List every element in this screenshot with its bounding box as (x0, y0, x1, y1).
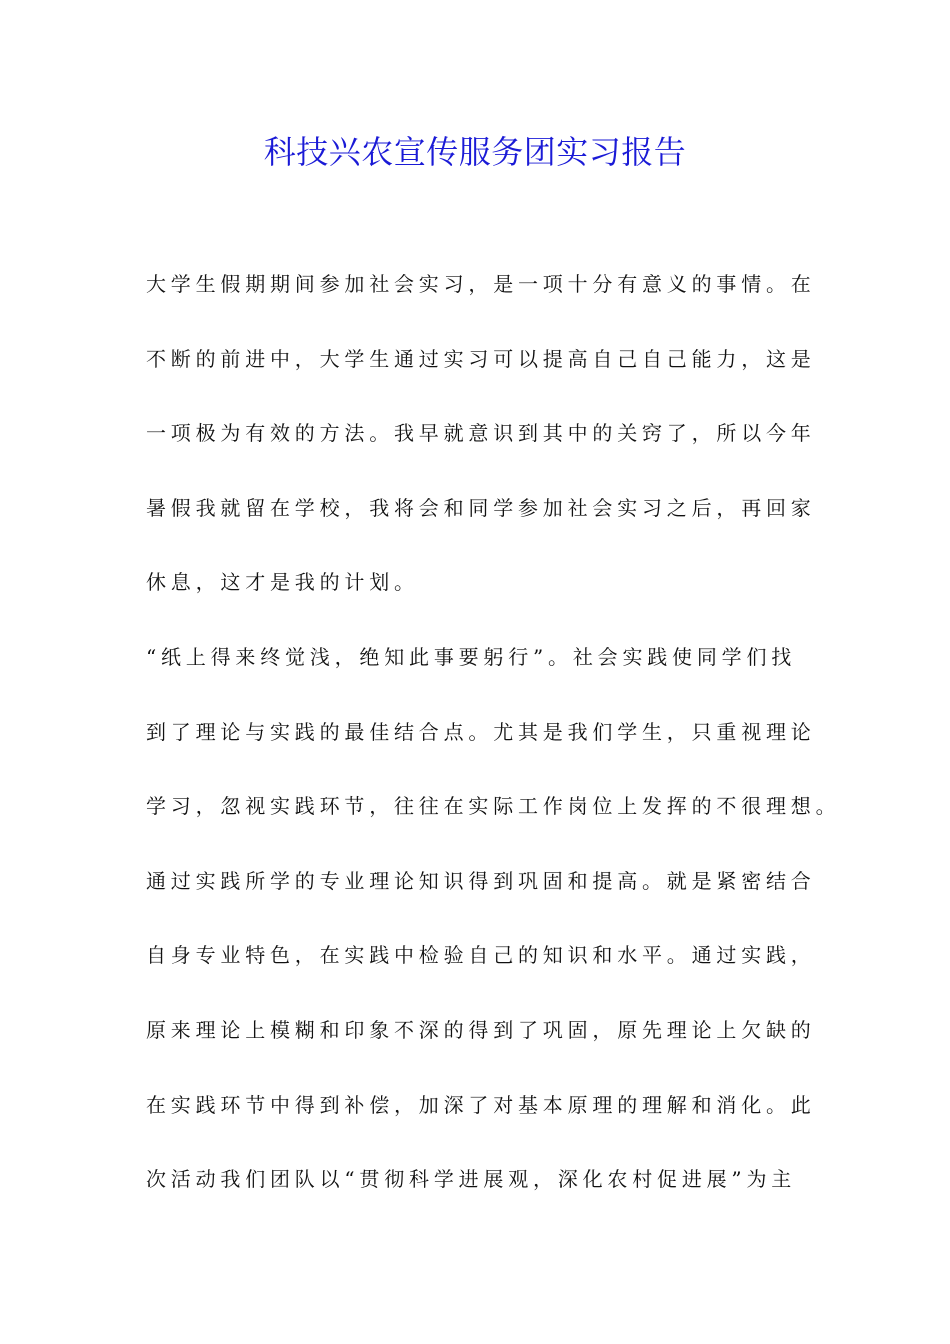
body-line-9: 通过实践所学的专业理论知识得到巩固和提高。就是紧密结合 (146, 868, 816, 893)
body-line-1: 大学生假期期间参加社会实习，是一项十分有意义的事情。在 (146, 272, 816, 296)
body-line-11: 原来理论上模糊和印象不深的得到了巩固，原先理论上欠缺的 (146, 1017, 816, 1042)
body-line-8: 学习，忽视实践环节，往往在实际工作岗位上发挥的不很理想。 (146, 794, 841, 819)
document-title: 科技兴农宣传服务团实习报告 (263, 133, 687, 171)
body-line-12: 在实践环节中得到补偿，加深了对基本原理的理解和消化。此 (146, 1092, 816, 1117)
body-line-2: 不断的前进中，大学生通过实习可以提高自己自己能力，这是 (146, 346, 816, 371)
body-line-7: 到了理论与实践的最佳结合点。尤其是我们学生，只重视理论 (146, 719, 816, 744)
body-line-10: 自身专业特色，在实践中检验自己的知识和水平。通过实践， (146, 943, 816, 968)
body-line-5: 休息，这才是我的计划。 (146, 570, 419, 595)
document-body (146, 262, 841, 1232)
body-line-3: 一项极为有效的方法。我早就意识到其中的关窍了，所以今年 (146, 421, 816, 446)
body-line-6: “纸上得来终觉浅，绝知此事要躬行”。社会实践使同学们找 (146, 644, 797, 669)
body-line-13: 次活动我们团队以“贯彻科学进展观，深化农村促进展”为主 (146, 1167, 797, 1192)
body-line-4: 暑假我就留在学校，我将会和同学参加社会实习之后，再回家 (146, 495, 816, 520)
